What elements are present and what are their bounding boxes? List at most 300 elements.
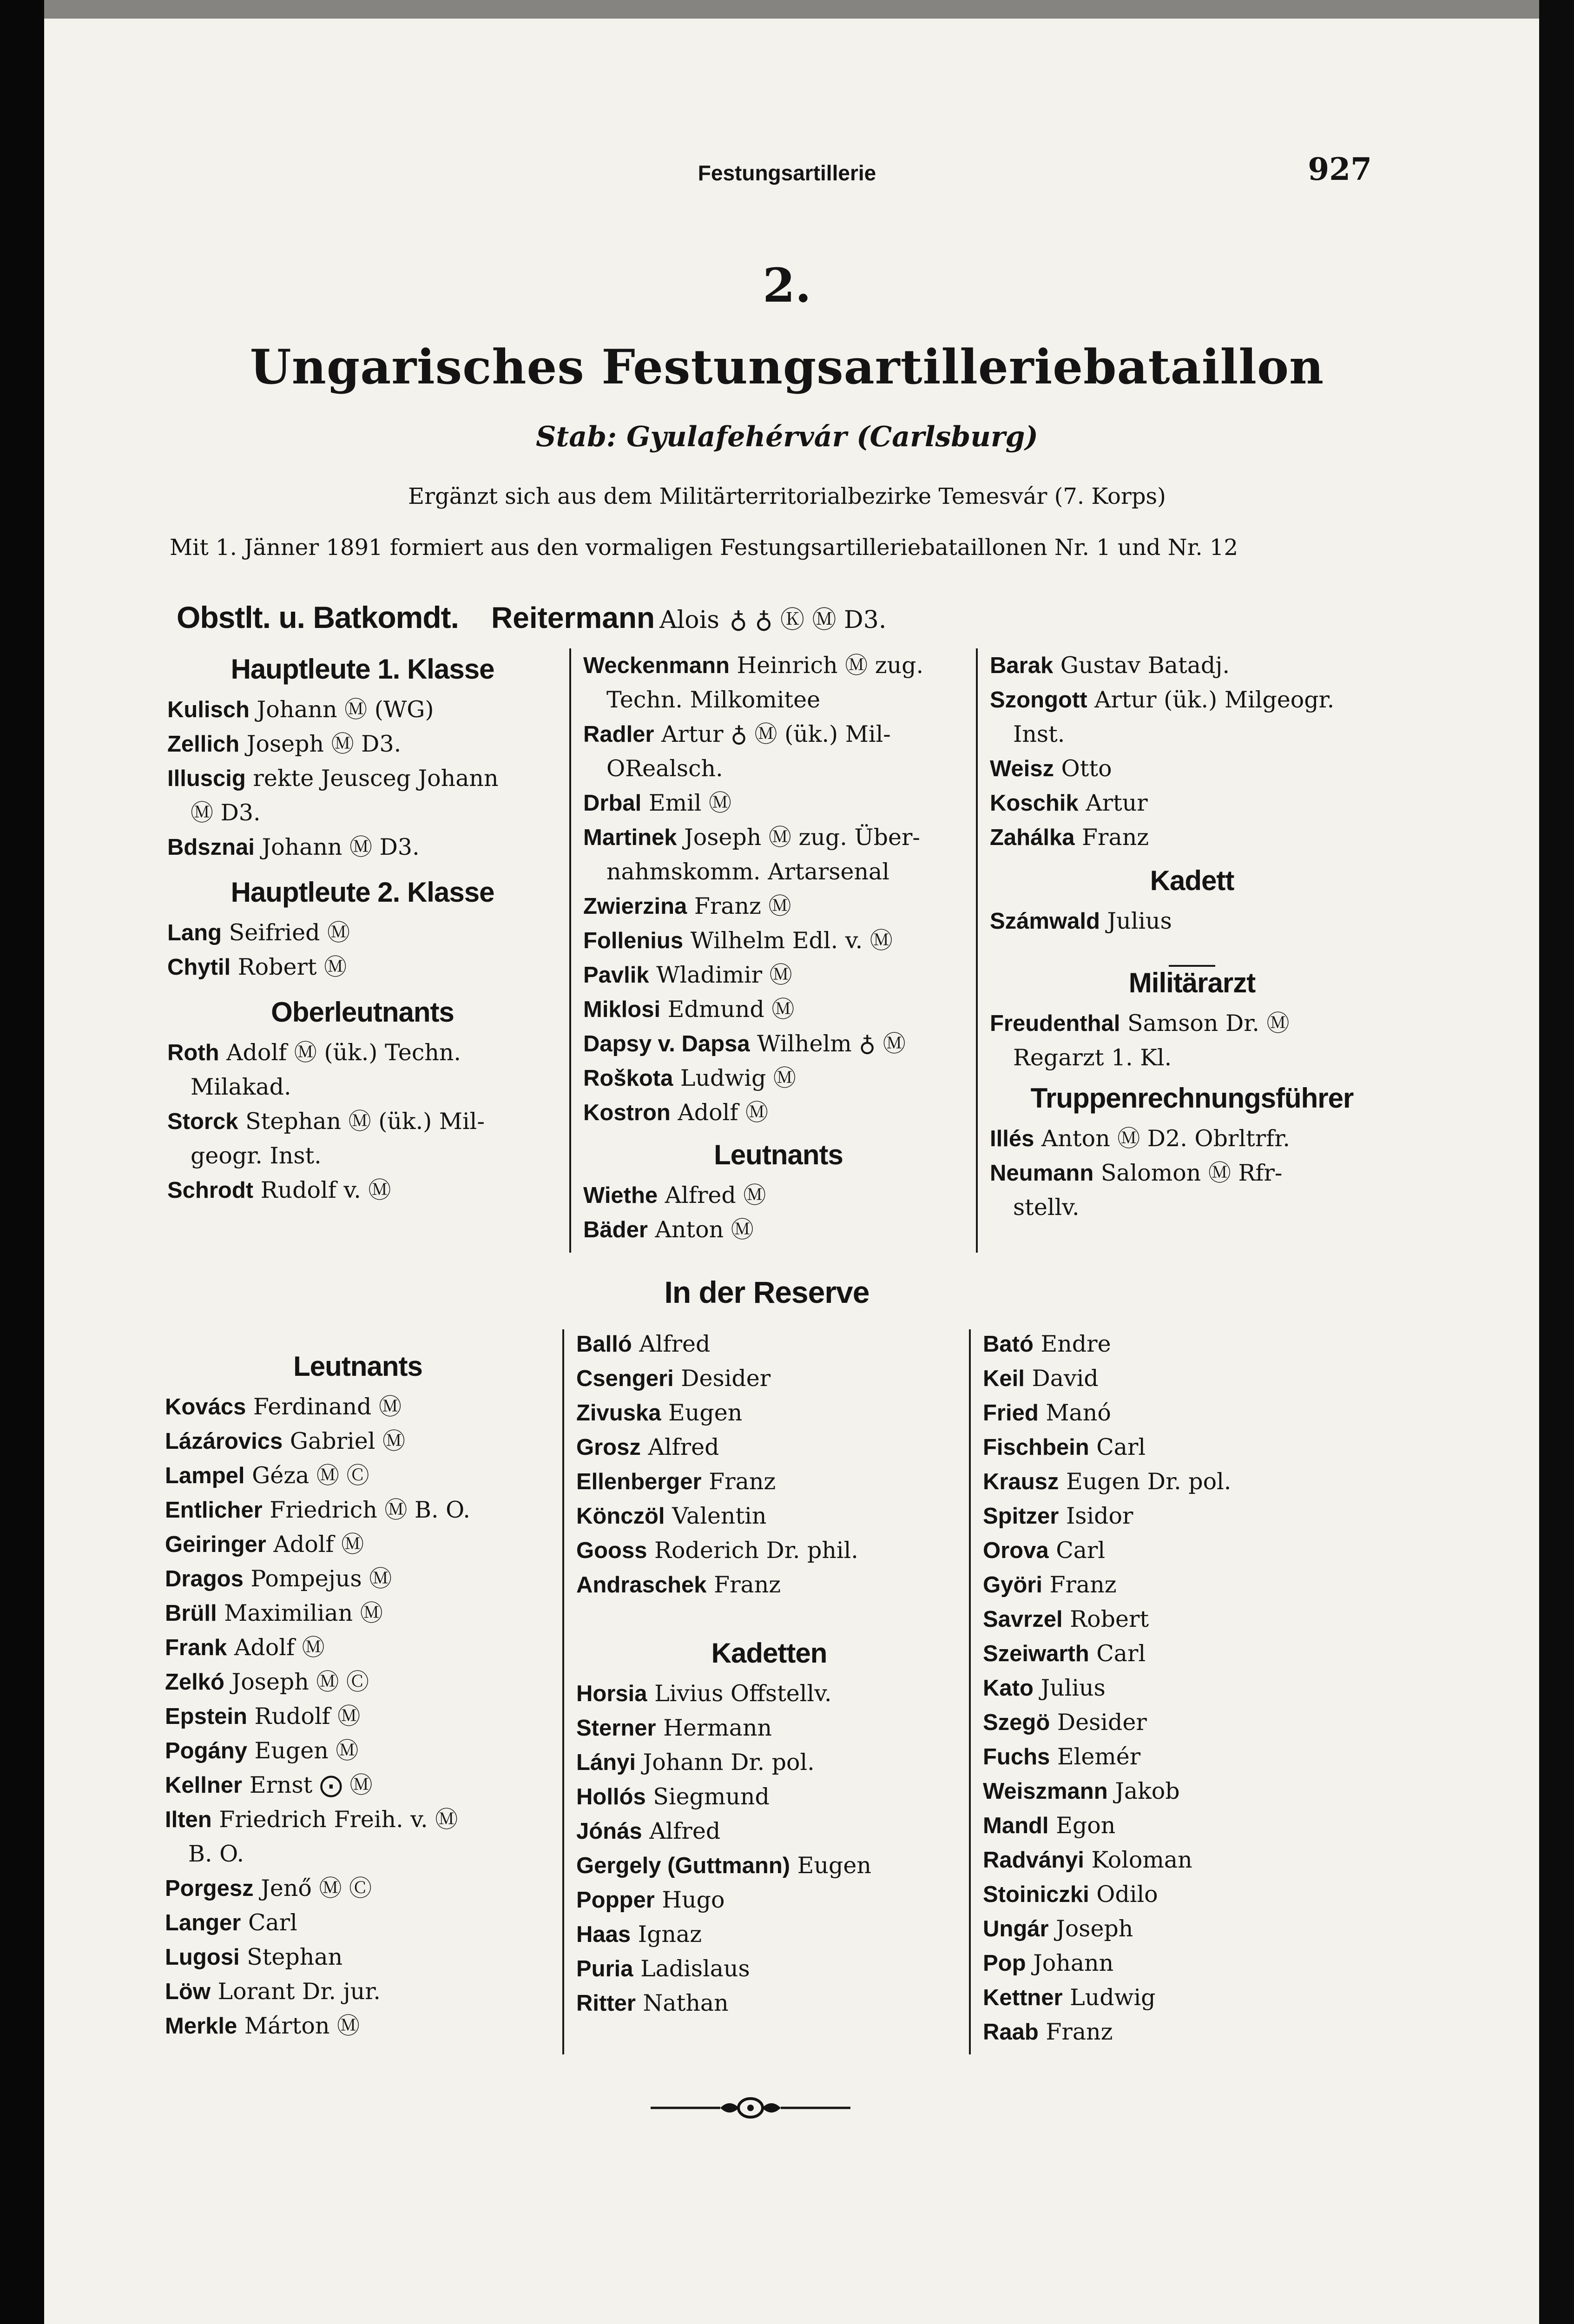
list-item: [165, 1424, 551, 1459]
list-item: [165, 1906, 551, 1940]
list-item: [167, 950, 558, 984]
formiert-line: Mit 1. Jänner 1891 formiert aus den vormaligen Festungsartilleriebataillonen Nr. 1 und Nr. 12: [170, 535, 1238, 561]
entry-rest: Julius: [1100, 908, 1172, 934]
entry-rest: Koloman: [1084, 1847, 1192, 1873]
entry-rest: Ernst ⨀ Ⓜ: [242, 1772, 373, 1798]
surname: Neumann: [990, 1161, 1094, 1186]
surname: Radványi: [983, 1848, 1084, 1873]
surname: Illés: [990, 1126, 1034, 1151]
surname: Kovács: [165, 1394, 246, 1419]
entry-rest: Johann Ⓜ (WG): [249, 696, 434, 723]
list-item: [165, 1768, 551, 1802]
surname: Epstein: [165, 1704, 247, 1729]
list-item: [576, 1849, 962, 1883]
entry-rest: Wilhelm ♁ Ⓜ: [750, 1030, 906, 1057]
entry-rest: David: [1024, 1365, 1099, 1392]
entry-rest: Emil Ⓜ: [641, 790, 731, 816]
list-item: [990, 904, 1394, 938]
surname: Jónás: [576, 1819, 642, 1844]
list-item: [583, 1096, 974, 1130]
list-leutnants: [583, 1178, 974, 1247]
list-item: [990, 648, 1394, 683]
surname: Lugosi: [165, 1945, 240, 1970]
surname: Merkle: [165, 2014, 237, 2039]
list-item: [583, 1178, 974, 1213]
entry-rest: Elemér: [1050, 1743, 1141, 1770]
surname: Puria: [576, 1956, 633, 1981]
entry-rest: Jenő Ⓜ Ⓒ: [253, 1875, 372, 1901]
entry-rest: Franz: [1038, 2019, 1113, 2045]
list-item: [576, 1533, 962, 1568]
surname: Kellner: [165, 1773, 243, 1798]
entry-rest: Friedrich Ⓜ B. O.: [262, 1497, 470, 1523]
entry-rest: Odilo: [1089, 1881, 1158, 1908]
surname: Stoiniczki: [983, 1882, 1089, 1907]
surname: Zahálka: [990, 825, 1075, 850]
entry-rest: Joseph: [1048, 1915, 1133, 1942]
surname: Popper: [576, 1888, 655, 1913]
entry-rest: Eugen: [790, 1852, 871, 1879]
surname: Szeiwarth: [983, 1641, 1089, 1666]
list-kadetten: [576, 1677, 962, 2020]
surname: Weisz: [990, 756, 1054, 781]
entry-rest: Johann Dr. pol.: [635, 1749, 815, 1776]
surname: Löw: [165, 1979, 211, 2004]
section-number: 2.: [763, 258, 811, 313]
surname: Mandl: [983, 1813, 1049, 1838]
commander-firstname: Alois: [659, 606, 719, 634]
surname: Koschik: [990, 791, 1079, 816]
column-1: [167, 646, 558, 1208]
list-item: [165, 1940, 551, 1974]
list-item: [583, 717, 974, 752]
list-reserve-col2: [576, 1327, 962, 1602]
list-item: [983, 1361, 1392, 1396]
surname: Fuchs: [983, 1744, 1050, 1769]
surname: Freudenthal: [990, 1011, 1120, 1036]
list-reserve-col3: [983, 1327, 1392, 2049]
surname: Storck: [167, 1109, 238, 1134]
list-item: [167, 830, 558, 865]
list-item: [983, 1981, 1392, 2015]
commander-surname: Reitermann: [491, 601, 655, 634]
entry-rest: Alfred: [642, 1818, 721, 1844]
list-item: [576, 1986, 962, 2020]
entry-rest: Adolf Ⓜ: [670, 1099, 769, 1126]
entry-rest: Adolf Ⓜ (ük.) Techn.: [219, 1039, 461, 1066]
entry-rest: Eugen Ⓜ: [247, 1737, 359, 1764]
entry-rest: Lorant Dr. jur.: [210, 1978, 381, 2005]
surname: Zivuska: [576, 1400, 661, 1426]
entry-rest: Rudolf v. Ⓜ: [253, 1177, 391, 1203]
surname: Fried: [983, 1400, 1039, 1426]
entry-rest: Anton Ⓜ D2. Obrltrfr.: [1034, 1125, 1290, 1152]
entry-rest: Hugo: [654, 1887, 725, 1913]
entry-rest: Joseph Ⓜ Ⓒ: [224, 1669, 369, 1695]
heading-hauptleute-2: Hauptleute 2. Klasse: [231, 877, 494, 908]
list-item: [165, 1802, 551, 1837]
heading-kadetten: Kadetten: [711, 1637, 827, 1669]
list-item: [167, 1036, 558, 1070]
heading-oberleutnants: Oberleutnants: [271, 997, 454, 1028]
entry-rest: Roderich Dr. phil.: [647, 1537, 858, 1564]
entry-rest: Isidor: [1059, 1503, 1133, 1529]
list-hauptleute-1: [167, 693, 558, 865]
surname: Pogány: [165, 1738, 247, 1763]
entry-rest: Gabriel Ⓜ: [283, 1428, 405, 1454]
surname: Balló: [576, 1332, 632, 1357]
reserve-heading-block: [576, 1269, 957, 1315]
list-item: [983, 1637, 1392, 1671]
list-oberleutnants: [167, 1036, 558, 1208]
surname: Spitzer: [983, 1504, 1059, 1529]
list-item: [165, 1596, 551, 1631]
heading-leutnants: Leutnants: [714, 1139, 843, 1170]
entry-rest: Siegmund: [645, 1783, 770, 1810]
list-item: [983, 1843, 1392, 1877]
entry-rest: rekte Jeusceg Johann: [245, 765, 499, 792]
entry-continuation: B. O.: [188, 1841, 244, 1867]
entry-rest: Artur ♁ Ⓜ (ük.) Mil-: [654, 721, 891, 747]
surname: Frank: [165, 1635, 227, 1660]
entry-rest: Adolf Ⓜ: [227, 1634, 325, 1661]
column-rule: [569, 648, 571, 1253]
list-item: [576, 1745, 962, 1780]
list-item: [165, 1871, 551, 1906]
surname: Weiszmann: [983, 1779, 1108, 1804]
list-item: [990, 786, 1394, 820]
list-item: [165, 1699, 551, 1734]
list-item: [583, 1213, 974, 1247]
surname: Wiethe: [583, 1183, 658, 1208]
entry-rest: Alfred: [632, 1331, 711, 1357]
list-item: [167, 727, 558, 761]
surname: Langer: [165, 1910, 241, 1935]
list-item: [583, 1061, 974, 1096]
list-item: [583, 889, 974, 924]
list-truppenrechnungsfuhrer: [990, 1122, 1394, 1225]
entry-continuation: Inst.: [1013, 721, 1065, 747]
commander-line: [177, 600, 886, 635]
heading-reserve-leutnants: Leutnants: [293, 1351, 422, 1382]
heading-reserve: In der Reserve: [664, 1275, 869, 1309]
list-officers: [583, 648, 974, 1130]
heading-truppenrechnungsfuhrer: Truppenrechnungsführer: [1030, 1083, 1354, 1114]
entry-rest: Carl: [241, 1909, 297, 1936]
entry-rest: Seifried Ⓜ: [222, 919, 350, 946]
entry-rest: Desider: [673, 1365, 771, 1392]
surname: Weckenmann: [583, 653, 730, 678]
list-item: [167, 916, 558, 950]
column-rule: [562, 1329, 564, 2054]
list-item: [167, 693, 558, 727]
entry-continuation: Ⓜ D3.: [191, 799, 261, 826]
entry-rest: Maximilian Ⓜ: [217, 1600, 383, 1626]
entry-rest: Carl: [1048, 1537, 1106, 1564]
list-item: [983, 1809, 1392, 1843]
list-item: [165, 1493, 551, 1527]
entry-rest: Valentin: [665, 1503, 767, 1529]
surname: Fischbein: [983, 1435, 1089, 1460]
list-item: [983, 2015, 1392, 2049]
surname: Ellenberger: [576, 1469, 702, 1494]
surname: Lang: [167, 920, 222, 945]
stab-line: Stab: Gyulafehérvár (Carlsburg): [536, 421, 1038, 453]
entry-rest: Artur: [1078, 790, 1148, 816]
list-item: [983, 1602, 1392, 1637]
surname: Zwierzina: [583, 894, 687, 919]
surname: Kato: [983, 1676, 1034, 1701]
list-item: [576, 1499, 962, 1533]
list-item: [576, 1327, 962, 1361]
surname: Kostron: [583, 1100, 671, 1125]
list-col3-officers: [990, 648, 1394, 855]
surname: Kulisch: [167, 697, 250, 722]
surname: Csengeri: [576, 1366, 674, 1391]
surname: Pavlik: [583, 963, 649, 988]
entry-rest: Carl: [1089, 1434, 1146, 1460]
list-item: [165, 1527, 551, 1562]
list-item: [583, 786, 974, 820]
surname: Roth: [167, 1040, 219, 1065]
page-title: Ungarisches Festungsartilleriebataillon: [250, 339, 1324, 395]
list-item: [165, 2009, 551, 2043]
commander-title: Obstlt. u. Batkomdt.: [177, 600, 459, 634]
entry-rest: Livius Offstellv.: [647, 1680, 832, 1707]
entry-rest: Salomon Ⓜ Rfr-: [1093, 1160, 1283, 1186]
entry-rest: Manó: [1038, 1400, 1111, 1426]
entry-rest: Ferdinand Ⓜ: [246, 1393, 402, 1420]
entry-rest: Alfred Ⓜ: [658, 1182, 766, 1208]
entry-rest: Gustav Batadj.: [1053, 652, 1230, 679]
heading-militararzt: Militärarzt: [1128, 967, 1256, 998]
entry-rest: Joseph Ⓜ D3.: [239, 731, 402, 757]
list-item: [165, 1562, 551, 1596]
list-item: [983, 1774, 1392, 1809]
surname: Szegö: [983, 1710, 1050, 1735]
entry-rest: Stephan Ⓜ (ük.) Mil-: [238, 1108, 485, 1135]
list-item: [983, 1912, 1392, 1946]
erganzt-line: Ergänzt sich aus dem Militärterritorialbezirke Temesvár (7. Korps): [408, 483, 1166, 509]
list-item: [983, 1671, 1392, 1705]
list-item: [576, 1568, 962, 1602]
entry-rest: Robert Ⓜ: [231, 954, 347, 980]
entry-rest: Julius: [1033, 1675, 1106, 1701]
surname: Bäder: [583, 1217, 648, 1242]
list-item: [990, 820, 1394, 855]
entry-rest: Samson Dr. Ⓜ: [1120, 1010, 1290, 1037]
list-item: [990, 752, 1394, 786]
list-item: [583, 924, 974, 958]
entry-rest: Egon: [1048, 1812, 1116, 1839]
surname: Lampel: [165, 1463, 245, 1488]
surname: Keil: [983, 1366, 1025, 1391]
list-item: [983, 1533, 1392, 1568]
entry-continuation: Regarzt 1. Kl.: [1013, 1044, 1172, 1071]
entry-rest: Alfred: [640, 1434, 719, 1460]
surname: Haas: [576, 1922, 631, 1947]
list-item: [576, 1917, 962, 1952]
entry-rest: Hermann: [656, 1715, 772, 1741]
entry-rest: Johann Ⓜ D3.: [254, 834, 420, 860]
list-item: [583, 958, 974, 992]
entry-rest: Desider: [1050, 1709, 1147, 1736]
list-item: [165, 1974, 551, 2009]
reserve-column-3: [983, 1327, 1392, 2049]
surname: Zelkó: [165, 1670, 224, 1695]
list-item: [583, 820, 974, 855]
surname: Miklosi: [583, 997, 661, 1022]
entry-rest: Friedrich Freih. v. Ⓜ: [211, 1806, 458, 1833]
surname: Dapsy v. Dapsa: [583, 1031, 750, 1056]
entry-rest: Rudolf Ⓜ: [247, 1703, 361, 1730]
surname: Radler: [583, 722, 654, 747]
surname: Lányi: [576, 1750, 636, 1775]
scan-top-edge: [0, 0, 1574, 19]
surname: Bdsznai: [167, 835, 255, 860]
list-item: [167, 1173, 558, 1208]
entry-rest: Adolf Ⓜ: [266, 1531, 364, 1558]
entry-rest: Franz: [1042, 1571, 1117, 1598]
surname: Gergely (Guttmann): [576, 1853, 790, 1878]
list-item: [576, 1465, 962, 1499]
entry-rest: Wladimir Ⓜ: [649, 962, 792, 988]
surname: Martinek: [583, 825, 677, 850]
entry-continuation: Milakad.: [191, 1074, 291, 1100]
list-item: [983, 1946, 1392, 1981]
list-item: [167, 1104, 558, 1139]
entry-continuation: stellv.: [1013, 1194, 1080, 1221]
separator-rule: [1169, 965, 1215, 967]
entry-continuation: Techn. Milkomitee: [606, 687, 821, 713]
reserve-column-2: [576, 1327, 962, 2020]
entry-rest: Anton Ⓜ: [647, 1216, 754, 1243]
column-rule: [976, 648, 978, 1253]
list-item: [983, 1877, 1392, 1912]
entry-rest: Wilhelm Edl. v. Ⓜ: [683, 927, 893, 954]
list-item: [983, 1499, 1392, 1533]
entry-rest: Franz Ⓜ: [687, 893, 791, 919]
surname: Györi: [983, 1572, 1042, 1598]
column-2: [583, 648, 974, 1247]
list-item: [167, 761, 558, 796]
entry-rest: Jakob: [1107, 1778, 1180, 1804]
list-item: [576, 1883, 962, 1917]
surname: Ritter: [576, 1991, 636, 2016]
entry-rest: Géza Ⓜ Ⓒ: [244, 1462, 369, 1489]
entry-rest: Márton Ⓜ: [237, 2013, 360, 2039]
surname: Follenius: [583, 928, 684, 953]
surname: Krausz: [983, 1469, 1059, 1494]
entry-rest: Nathan: [635, 1990, 729, 2016]
list-item: [583, 648, 974, 683]
surname: Andraschek: [576, 1572, 707, 1598]
list-militararzt: [990, 1006, 1394, 1075]
list-item: [165, 1665, 551, 1699]
entry-rest: Eugen: [661, 1400, 743, 1426]
column-3: [990, 648, 1394, 1225]
heading-hauptleute-1: Hauptleute 1. Klasse: [231, 654, 494, 685]
surname: Kettner: [983, 1985, 1063, 2010]
surname: Brüll: [165, 1601, 217, 1626]
list-item: [583, 1027, 974, 1061]
list-item: [165, 1390, 551, 1424]
list-item: [983, 1430, 1392, 1465]
entry-rest: Eugen Dr. pol.: [1059, 1468, 1232, 1495]
surname: Hollós: [576, 1784, 646, 1809]
surname: Barak: [990, 653, 1054, 678]
surname: Drbal: [583, 791, 642, 816]
surname: Raab: [983, 2020, 1039, 2045]
list-item: [983, 1465, 1392, 1499]
surname: Sterner: [576, 1716, 656, 1741]
surname: Entlicher: [165, 1498, 263, 1523]
entry-continuation: ORealsch.: [606, 755, 723, 782]
surname: Szongott: [990, 687, 1087, 713]
list-item: [983, 1568, 1392, 1602]
entry-rest: Johann: [1026, 1950, 1114, 1976]
entry-rest: Ignaz: [631, 1921, 702, 1948]
entry-rest: Franz: [706, 1571, 781, 1598]
list-item: [576, 1396, 962, 1430]
surname: Dragos: [165, 1566, 244, 1591]
surname: Geiringer: [165, 1532, 266, 1557]
surname: Ilten: [165, 1807, 212, 1832]
entry-rest: Robert: [1062, 1606, 1149, 1632]
list-item: [990, 1006, 1394, 1041]
list-item: [576, 1952, 962, 1986]
list-kadett: [990, 904, 1394, 938]
list-item: [165, 1631, 551, 1665]
surname: Grosz: [576, 1435, 641, 1460]
list-item: [990, 1156, 1394, 1190]
list-item: [576, 1711, 962, 1745]
entry-rest: Franz: [701, 1468, 776, 1495]
list-reserve-leutnants: [165, 1390, 551, 2043]
entry-continuation: geogr. Inst.: [191, 1142, 322, 1169]
surname: Zellich: [167, 732, 240, 757]
page-number: 927: [1308, 151, 1372, 187]
entry-rest: Ludwig Ⓜ: [673, 1065, 796, 1091]
running-title: Festungsartillerie: [698, 161, 876, 185]
commander-decorations: ♁ ♁ Ⓚ Ⓜ D3.: [729, 606, 887, 634]
surname: Chytil: [167, 955, 231, 980]
list-item: [576, 1677, 962, 1711]
list-item: [576, 1814, 962, 1849]
surname: Orova: [983, 1538, 1049, 1563]
surname: Számwald: [990, 909, 1100, 934]
entry-rest: Ludwig: [1062, 1984, 1156, 2011]
list-item: [983, 1327, 1392, 1361]
surname: Lázárovics: [165, 1429, 283, 1454]
surname: Könczöl: [576, 1504, 665, 1529]
entry-rest: Edmund Ⓜ: [660, 996, 795, 1023]
list-item: [576, 1361, 962, 1396]
entry-rest: Pompejus Ⓜ: [243, 1565, 392, 1592]
surname: Bató: [983, 1332, 1034, 1357]
surname: Porgesz: [165, 1876, 254, 1901]
surname: Gooss: [576, 1538, 647, 1563]
surname: Illuscig: [167, 766, 246, 791]
end-ornament: [651, 2092, 850, 2124]
entry-rest: Franz: [1074, 824, 1149, 851]
surname: Horsia: [576, 1681, 647, 1706]
list-item: [583, 992, 974, 1027]
list-item: [576, 1780, 962, 1814]
list-item: [990, 1122, 1394, 1156]
column-rule: [969, 1329, 971, 2054]
list-item: [990, 683, 1394, 717]
